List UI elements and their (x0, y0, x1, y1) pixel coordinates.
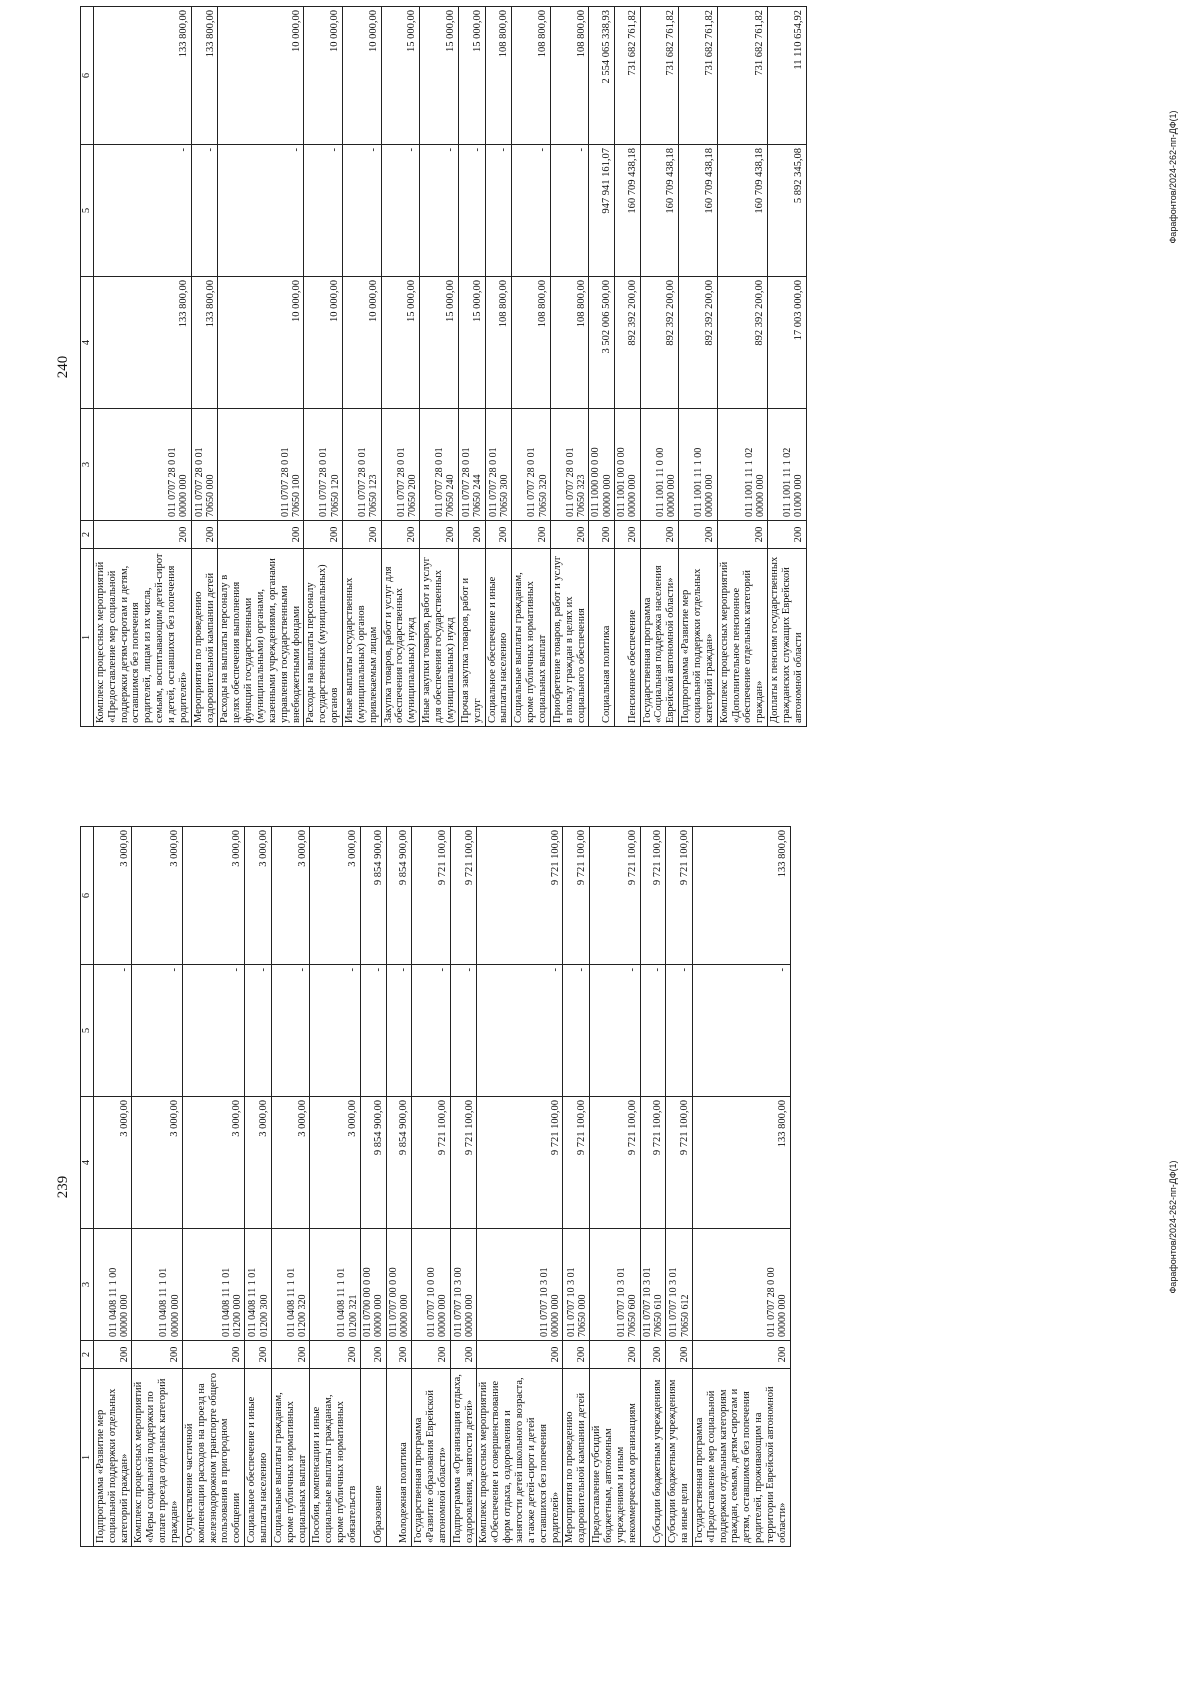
row-change-amount: - (245, 965, 272, 1097)
table-row (381, 7, 420, 727)
table-body (93, 7, 806, 727)
row-total-amount: 3 000,00 (271, 827, 310, 965)
row-total-amount: 10 000,00 (304, 7, 343, 145)
row-total-amount: 9 721 100,00 (666, 827, 693, 965)
row-approved-amount: 892 392 200,00 (679, 277, 718, 409)
row-classification-code: 011 0408 11 1 01 01200 000 (182, 1229, 244, 1341)
column-number: 5 (81, 965, 94, 1097)
column-number: 4 (81, 1097, 94, 1229)
row-change-amount: 5 892 345,08 (768, 145, 807, 277)
row-approved-amount: 17 003 000,00 (768, 277, 807, 409)
row-total-amount: 9 721 100,00 (590, 827, 640, 965)
row-name: Субсидии бюджетным учреждениям на иные цели (666, 1369, 693, 1547)
row-approved-amount: 15 000,00 (420, 277, 459, 409)
row-total-amount: 2 554 065 338,93 (589, 7, 615, 145)
column-number: 6 (81, 7, 94, 145)
row-classification-code: 011 1001 00 0 00 00000 000 (614, 409, 640, 521)
row-change-amount: 160 709 438,18 (640, 145, 679, 277)
row-approved-amount: 9 854 900,00 (386, 1097, 412, 1229)
row-total-amount: 9 721 100,00 (477, 827, 563, 965)
table-row (563, 827, 590, 1547)
row-admin-code: 200 (343, 521, 382, 549)
table-row (420, 7, 459, 727)
row-name: Приобретение товаров, работ и услуг в пользу граждан в целях их социального обеспечения (550, 549, 589, 727)
row-name: Комплекс процессных мероприятий «Меры социальной поддержки по оплате проезда отдельных категорий граждан» (132, 1369, 182, 1547)
row-name: Доплаты к пенсиям государственных гражданских служащих Еврейской автономной области (768, 549, 807, 727)
row-classification-code: 011 0707 10 3 01 00000 000 (477, 1229, 563, 1341)
row-classification-code: 011 0707 28 0 01 70650 123 (343, 409, 382, 521)
row-name: Прочая закупка товаров, работ и услуг (458, 549, 485, 727)
row-change-amount: - (485, 145, 512, 277)
column-number-row (81, 827, 94, 1547)
row-approved-amount: 892 392 200,00 (614, 277, 640, 409)
row-admin-code: 200 (692, 1341, 790, 1369)
row-change-amount: - (386, 965, 412, 1097)
row-change-amount: 160 709 438,18 (614, 145, 640, 277)
column-number: 1 (81, 549, 94, 727)
row-classification-code: 011 1001 11 1 02 00000 000 (717, 409, 767, 521)
table-row (191, 7, 218, 727)
row-change-amount: - (93, 145, 191, 277)
row-total-amount: 3 000,00 (310, 827, 360, 965)
row-approved-amount: 15 000,00 (381, 277, 420, 409)
table-row (412, 827, 451, 1547)
row-classification-code: 011 0707 10 3 00 00000 000 (450, 1229, 477, 1341)
budget-table (80, 6, 807, 727)
column-number: 5 (81, 145, 94, 277)
row-classification-code: 011 0408 11 1 01 00000 000 (132, 1229, 182, 1341)
table-row (512, 7, 551, 727)
table-row (450, 827, 477, 1547)
row-total-amount: 3 000,00 (182, 827, 244, 965)
row-approved-amount: 108 800,00 (550, 277, 589, 409)
row-classification-code: 011 0707 28 0 01 70650 000 (191, 409, 218, 521)
row-classification-code: 011 0707 28 0 01 70650 300 (485, 409, 512, 521)
column-number: 6 (81, 827, 94, 965)
row-change-amount: - (132, 965, 182, 1097)
row-classification-code: 011 1001 11 0 00 00000 000 (640, 409, 679, 521)
budget-table (80, 826, 791, 1547)
row-approved-amount: 133 800,00 (191, 277, 218, 409)
row-name: Осуществление частичной компенсации расходов на проезд на железнодорожном транспорте общего пользования в пригородном сообщении (182, 1369, 244, 1547)
row-admin-code: 200 (679, 521, 718, 549)
table-row (218, 7, 304, 727)
column-number: 3 (81, 409, 94, 521)
row-classification-code: 011 0707 28 0 00 00000 000 (692, 1229, 790, 1341)
row-approved-amount: 10 000,00 (304, 277, 343, 409)
row-admin-code: 200 (550, 521, 589, 549)
row-change-amount: - (550, 145, 589, 277)
row-approved-amount: 9 721 100,00 (450, 1097, 477, 1229)
row-name: Государственная программа «Развитие образования Еврейской автономной области» (412, 1369, 451, 1547)
table-row (271, 827, 310, 1547)
row-name: Государственная программа «Предоставление мер социальной поддержки отдельным категориям граждан, семьям, детям-сиротам и детям, оставшимся без попечения родителей, проживающим на территории Еврейской автономной области» (692, 1369, 790, 1547)
row-approved-amount: 9 854 900,00 (360, 1097, 386, 1229)
row-admin-code: 200 (768, 521, 807, 549)
row-approved-amount: 10 000,00 (218, 277, 304, 409)
row-admin-code: 200 (218, 521, 304, 549)
row-classification-code: 011 0707 10 3 01 70650 610 (640, 1229, 666, 1341)
table-row (640, 7, 679, 727)
row-change-amount: - (182, 965, 244, 1097)
row-total-amount: 11 110 654,92 (768, 7, 807, 145)
row-name: Образование (360, 1369, 386, 1547)
row-approved-amount: 10 000,00 (343, 277, 382, 409)
row-admin-code: 200 (614, 521, 640, 549)
row-name: Мероприятия по проведению оздоровительной кампании детей (563, 1369, 590, 1547)
row-admin-code: 200 (245, 1341, 272, 1369)
row-classification-code: 011 0707 28 0 01 00000 000 (93, 409, 191, 521)
row-total-amount: 9 721 100,00 (563, 827, 590, 965)
table-row (614, 7, 640, 727)
row-approved-amount: 9 721 100,00 (590, 1097, 640, 1229)
row-name: Социальное обеспечение и иные выплаты населению (245, 1369, 272, 1547)
row-classification-code: 011 0408 11 1 01 01200 300 (245, 1229, 272, 1341)
page-240 (52, 7, 807, 727)
row-admin-code: 200 (640, 521, 679, 549)
row-classification-code: 011 1001 11 1 02 01000 000 (768, 409, 807, 521)
row-approved-amount: 3 000,00 (245, 1097, 272, 1229)
row-admin-code: 200 (477, 1341, 563, 1369)
row-approved-amount: 108 800,00 (512, 277, 551, 409)
row-classification-code: 011 0700 00 0 00 00000 000 (360, 1229, 386, 1341)
row-admin-code: 200 (271, 1341, 310, 1369)
row-admin-code: 200 (93, 521, 191, 549)
row-total-amount: 10 000,00 (343, 7, 382, 145)
row-change-amount: - (412, 965, 451, 1097)
table-row (589, 7, 615, 727)
row-total-amount: 15 000,00 (458, 7, 485, 145)
row-total-amount: 9 721 100,00 (450, 827, 477, 965)
row-approved-amount: 108 800,00 (485, 277, 512, 409)
row-change-amount: - (563, 965, 590, 1097)
row-total-amount: 3 000,00 (132, 827, 182, 965)
row-change-amount: - (450, 965, 477, 1097)
row-admin-code: 200 (512, 521, 551, 549)
table-row (360, 827, 386, 1547)
row-name: Социальное обеспечение и иные выплаты населению (485, 549, 512, 727)
row-name: Иные закупки товаров, работ и услуг для обеспечения государственных (муниципальных) нужд (420, 549, 459, 727)
row-classification-code: 011 0408 11 1 01 01200 320 (271, 1229, 310, 1341)
row-total-amount: 10 000,00 (218, 7, 304, 145)
row-classification-code: 011 0707 10 3 01 70650 000 (563, 1229, 590, 1341)
row-classification-code: 011 0408 11 1 00 00000 000 (93, 1229, 132, 1341)
table-row (485, 7, 512, 727)
column-number: 3 (81, 1229, 94, 1341)
page-number: 239 (55, 1175, 71, 1199)
table-row (245, 827, 272, 1547)
row-admin-code: 200 (412, 1341, 451, 1369)
row-approved-amount: 9 721 100,00 (666, 1097, 693, 1229)
row-name: Мероприятия по проведению оздоровительной кампании детей (191, 549, 218, 727)
row-admin-code: 200 (182, 1341, 244, 1369)
row-admin-code: 200 (590, 1341, 640, 1369)
row-total-amount: 731 682 761,82 (717, 7, 767, 145)
row-total-amount: 108 800,00 (550, 7, 589, 145)
row-admin-code: 200 (420, 521, 459, 549)
row-name: Социальная политика (589, 549, 615, 727)
row-change-amount: - (666, 965, 693, 1097)
row-approved-amount: 892 392 200,00 (717, 277, 767, 409)
row-name: Закупка товаров, работ и услуг для обеспечения государственных (муниципальных) нужд (381, 549, 420, 727)
row-classification-code: 011 1000 00 0 00 00000 000 (589, 409, 615, 521)
row-approved-amount: 3 000,00 (93, 1097, 132, 1229)
row-change-amount: 947 941 161,07 (589, 145, 615, 277)
row-admin-code: 200 (304, 521, 343, 549)
row-admin-code: 200 (386, 1341, 412, 1369)
row-total-amount: 15 000,00 (420, 7, 459, 145)
row-classification-code: 011 0707 00 0 00 00000 000 (386, 1229, 412, 1341)
row-change-amount: - (420, 145, 459, 277)
document-footer: Фарафонтов/2024-262-пп-ДФ(1) (1168, 1160, 1178, 1294)
row-total-amount: 108 800,00 (512, 7, 551, 145)
row-total-amount: 15 000,00 (381, 7, 420, 145)
row-admin-code: 200 (132, 1341, 182, 1369)
table-row (182, 827, 244, 1547)
row-total-amount: 133 800,00 (191, 7, 218, 145)
column-number: 1 (81, 1369, 94, 1547)
row-admin-code: 200 (717, 521, 767, 549)
row-name: Иные выплаты государственных (муниципальных) органов привлекаемым лицам (343, 549, 382, 727)
row-change-amount: - (477, 965, 563, 1097)
table-row (768, 7, 807, 727)
column-number: 4 (81, 277, 94, 409)
row-change-amount: - (271, 965, 310, 1097)
row-classification-code: 011 0707 28 0 01 70650 240 (420, 409, 459, 521)
row-change-amount: - (640, 965, 666, 1097)
table-row (343, 7, 382, 727)
row-approved-amount: 9 721 100,00 (563, 1097, 590, 1229)
table-row (692, 827, 790, 1547)
table-body (93, 827, 790, 1547)
row-approved-amount: 3 000,00 (132, 1097, 182, 1229)
row-classification-code: 011 0707 28 0 01 70650 200 (381, 409, 420, 521)
row-change-amount: - (304, 145, 343, 277)
column-number: 2 (81, 1341, 94, 1369)
table-row (93, 7, 191, 727)
row-change-amount: - (93, 965, 132, 1097)
document-footer: Фарафонтов/2024-262-пп-ДФ(1) (1168, 110, 1178, 244)
table-row (458, 7, 485, 727)
page-number: 240 (55, 355, 71, 379)
row-name: Комплекс процессных мероприятий «Обеспечение и совершенствование форм отдыха, оздоровления и занятости детей школьного возраста, а также детей-сирот и детей оставшихся без попечения родителей» (477, 1369, 563, 1547)
row-classification-code: 011 0707 10 0 00 00000 000 (412, 1229, 451, 1341)
table-row (717, 7, 767, 727)
column-number-row (81, 7, 94, 727)
row-name: Социальные выплаты гражданам, кроме публичных нормативных социальных выплат (271, 1369, 310, 1547)
row-change-amount: - (512, 145, 551, 277)
row-total-amount: 9 721 100,00 (412, 827, 451, 965)
page-239 (52, 827, 791, 1547)
row-admin-code: 200 (640, 1341, 666, 1369)
table-row (679, 7, 718, 727)
row-name: Государственная программа «Социальная поддержка населения Еврейской автономной области» (640, 549, 679, 727)
row-name: Пособия, компенсации и иные социальные выплаты гражданам, кроме публичных нормативных обязательств (310, 1369, 360, 1547)
table-row (590, 827, 640, 1547)
row-change-amount: - (343, 145, 382, 277)
row-total-amount: 3 000,00 (245, 827, 272, 965)
row-change-amount: - (310, 965, 360, 1097)
row-classification-code: 011 0707 28 0 01 70650 320 (512, 409, 551, 521)
row-name: Расходы на выплаты персоналу в целях обеспечения выполнения функций государственными (муниципальными) органами, казенными учреждениями, органами управления государственными внебюджетными фондами (218, 549, 304, 727)
row-total-amount: 133 800,00 (692, 827, 790, 965)
table-row (304, 7, 343, 727)
row-name: Комплекс процессных мероприятий «Предоставление мер социальной поддержки детям-сиротам и детям, оставшимся без попечения родителей, лицам из их числа, семьям, воспитывающим детей-сирот и детей, оставшихся без попечения родителей» (93, 549, 191, 727)
row-total-amount: 9 854 900,00 (386, 827, 412, 965)
row-total-amount: 108 800,00 (485, 7, 512, 145)
row-change-amount: - (381, 145, 420, 277)
row-name: Подпрограмма «Организация отдыха, оздоровления, занятости детей» (450, 1369, 477, 1547)
row-admin-code: 200 (589, 521, 615, 549)
row-classification-code: 011 0707 10 3 01 70650 600 (590, 1229, 640, 1341)
row-admin-code: 200 (310, 1341, 360, 1369)
row-classification-code: 011 0707 28 0 01 70650 244 (458, 409, 485, 521)
row-total-amount: 3 000,00 (93, 827, 132, 965)
column-number: 2 (81, 521, 94, 549)
row-name: Предоставление субсидий бюджетным, автономным учреждениям и иным некоммерческим организациям (590, 1369, 640, 1547)
row-change-amount: - (692, 965, 790, 1097)
row-change-amount: 160 709 438,18 (717, 145, 767, 277)
row-approved-amount: 3 000,00 (310, 1097, 360, 1229)
table-row (93, 827, 132, 1547)
table-row (666, 827, 693, 1547)
row-total-amount: 731 682 761,82 (614, 7, 640, 145)
row-admin-code: 200 (360, 1341, 386, 1369)
row-approved-amount: 9 721 100,00 (477, 1097, 563, 1229)
row-name: Расходы на выплаты персоналу государственных (муниципальных) органов (304, 549, 343, 727)
row-admin-code: 200 (666, 1341, 693, 1369)
row-approved-amount: 133 800,00 (93, 277, 191, 409)
row-classification-code: 011 0707 10 3 01 70650 612 (666, 1229, 693, 1341)
row-change-amount: - (191, 145, 218, 277)
row-approved-amount: 892 392 200,00 (640, 277, 679, 409)
row-admin-code: 200 (458, 521, 485, 549)
row-approved-amount: 133 800,00 (692, 1097, 790, 1229)
row-admin-code: 200 (93, 1341, 132, 1369)
row-change-amount: 160 709 438,18 (679, 145, 718, 277)
row-total-amount: 731 682 761,82 (640, 7, 679, 145)
row-classification-code: 011 0707 28 0 01 70650 323 (550, 409, 589, 521)
table-row (550, 7, 589, 727)
row-admin-code: 200 (485, 521, 512, 549)
row-approved-amount: 9 721 100,00 (412, 1097, 451, 1229)
row-classification-code: 011 0707 28 0 01 70650 120 (304, 409, 343, 521)
row-classification-code: 011 0408 11 1 01 01200 321 (310, 1229, 360, 1341)
row-change-amount: - (458, 145, 485, 277)
row-name: Подпрограмма «Развитие мер социальной поддержки отдельных категорий граждан» (93, 1369, 132, 1547)
row-total-amount: 9 721 100,00 (640, 827, 666, 965)
table-row (386, 827, 412, 1547)
row-total-amount: 731 682 761,82 (679, 7, 718, 145)
row-approved-amount: 3 000,00 (271, 1097, 310, 1229)
row-name: Молодежная политика (386, 1369, 412, 1547)
row-approved-amount: 3 000,00 (182, 1097, 244, 1229)
row-change-amount: - (360, 965, 386, 1097)
table-row (310, 827, 360, 1547)
row-admin-code: 200 (563, 1341, 590, 1369)
row-approved-amount: 9 721 100,00 (640, 1097, 666, 1229)
table-row (132, 827, 182, 1547)
row-approved-amount: 15 000,00 (458, 277, 485, 409)
table-row (477, 827, 563, 1547)
row-classification-code: 011 1001 11 1 00 00000 000 (679, 409, 718, 521)
table-row (640, 827, 666, 1547)
row-classification-code: 011 0707 28 0 01 70650 100 (218, 409, 304, 521)
row-admin-code: 200 (191, 521, 218, 549)
row-name: Комплекс процессных мероприятий «Дополнительное пенсионное обеспечение отдельных категорий граждан» (717, 549, 767, 727)
row-change-amount: - (590, 965, 640, 1097)
row-approved-amount: 3 502 006 500,00 (589, 277, 615, 409)
row-change-amount: - (218, 145, 304, 277)
row-admin-code: 200 (381, 521, 420, 549)
row-name: Субсидии бюджетным учреждениям (640, 1369, 666, 1547)
row-total-amount: 133 800,00 (93, 7, 191, 145)
row-name: Пенсионное обеспечение (614, 549, 640, 727)
row-admin-code: 200 (450, 1341, 477, 1369)
row-name: Подпрограмма «Развитие мер социальной поддержки отдельных категорий граждан» (679, 549, 718, 727)
row-name: Социальные выплаты гражданам, кроме публичных нормативных социальных выплат (512, 549, 551, 727)
row-total-amount: 9 854 900,00 (360, 827, 386, 965)
